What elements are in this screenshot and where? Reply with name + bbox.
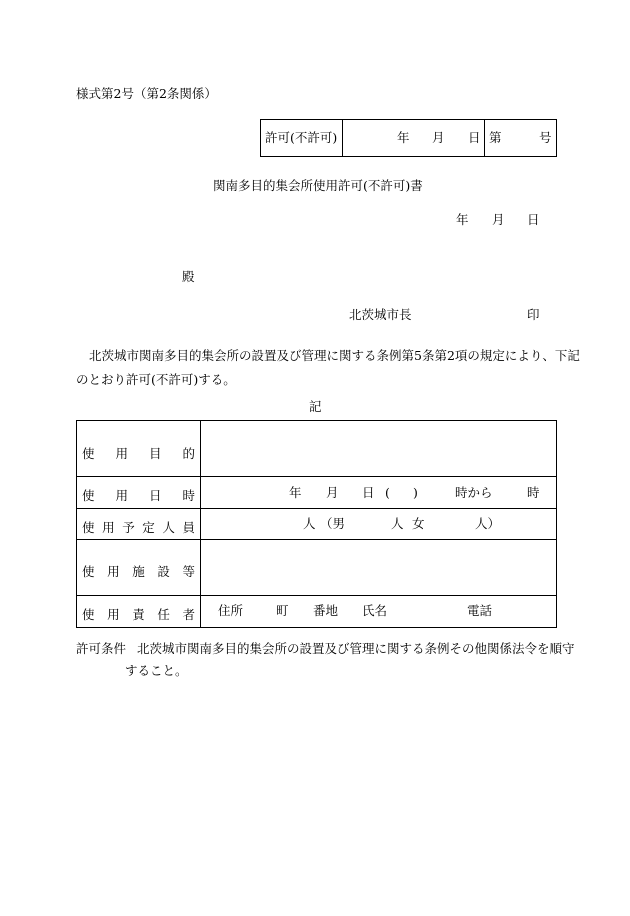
persons-female: 女 bbox=[412, 516, 425, 531]
persons-total: 人 bbox=[303, 516, 316, 531]
permit-day: 日 bbox=[468, 130, 481, 145]
row-label-persons: 使 用 予 定 人 員 bbox=[82, 520, 195, 535]
body-text-line-1: 北茨城市関南多目的集会所の設置及び管理に関する条例第5条第2項の規定により、下記 bbox=[89, 348, 580, 363]
row-label-purpose: 使 用 目 的 bbox=[82, 446, 195, 461]
form-number: 様式第2号（第2条関係） bbox=[76, 86, 217, 101]
addressee-suffix: 殿 bbox=[182, 269, 195, 284]
datetime-month: 月 bbox=[326, 485, 339, 500]
permit-month: 月 bbox=[432, 130, 445, 145]
datetime-paren-open: ( bbox=[385, 485, 390, 500]
responsible-town: 町 bbox=[276, 603, 289, 618]
responsible-banchi: 番地 bbox=[313, 603, 339, 618]
condition-label: 許可条件 bbox=[76, 641, 127, 656]
document-title: 関南多目的集会所使用許可(不許可)書 bbox=[213, 178, 423, 193]
permit-label: 許可(不許可) bbox=[265, 130, 338, 145]
permit-year: 年 bbox=[397, 130, 410, 145]
responsible-name: 氏名 bbox=[362, 603, 388, 618]
row-label-facility: 使 用 施 設 等 bbox=[82, 564, 195, 579]
persons-male: （男 bbox=[320, 516, 346, 531]
permit-go: 号 bbox=[539, 130, 552, 145]
row-label-responsible: 使 用 責 任 者 bbox=[82, 607, 195, 622]
seal-mark: 印 bbox=[527, 307, 540, 322]
condition-text-line-2: すること。 bbox=[125, 663, 188, 678]
datetime-paren-close: ) bbox=[413, 485, 418, 500]
date-month: 月 bbox=[492, 212, 505, 227]
date-year: 年 bbox=[456, 212, 469, 227]
ki-heading: 記 bbox=[309, 399, 322, 414]
row-label-datetime: 使 用 日 時 bbox=[82, 488, 195, 503]
condition-text-line-1: 北茨城市関南多目的集会所の設置及び管理に関する条例その他関係法令を順守 bbox=[137, 641, 575, 656]
persons-male-unit: 人 bbox=[391, 516, 404, 531]
datetime-from: 時から bbox=[455, 485, 493, 500]
date-day: 日 bbox=[527, 212, 540, 227]
responsible-phone: 電話 bbox=[467, 603, 493, 618]
body-text-line-2: のとおり許可(不許可)する。 bbox=[76, 372, 236, 387]
persons-female-unit: 人） bbox=[475, 516, 501, 531]
datetime-day: 日 bbox=[362, 485, 375, 500]
datetime-hour: 時 bbox=[527, 485, 540, 500]
datetime-year: 年 bbox=[289, 485, 302, 500]
issuer: 北茨城市長 bbox=[349, 307, 412, 322]
permit-dai: 第 bbox=[489, 130, 502, 145]
responsible-address: 住所 bbox=[218, 603, 244, 618]
